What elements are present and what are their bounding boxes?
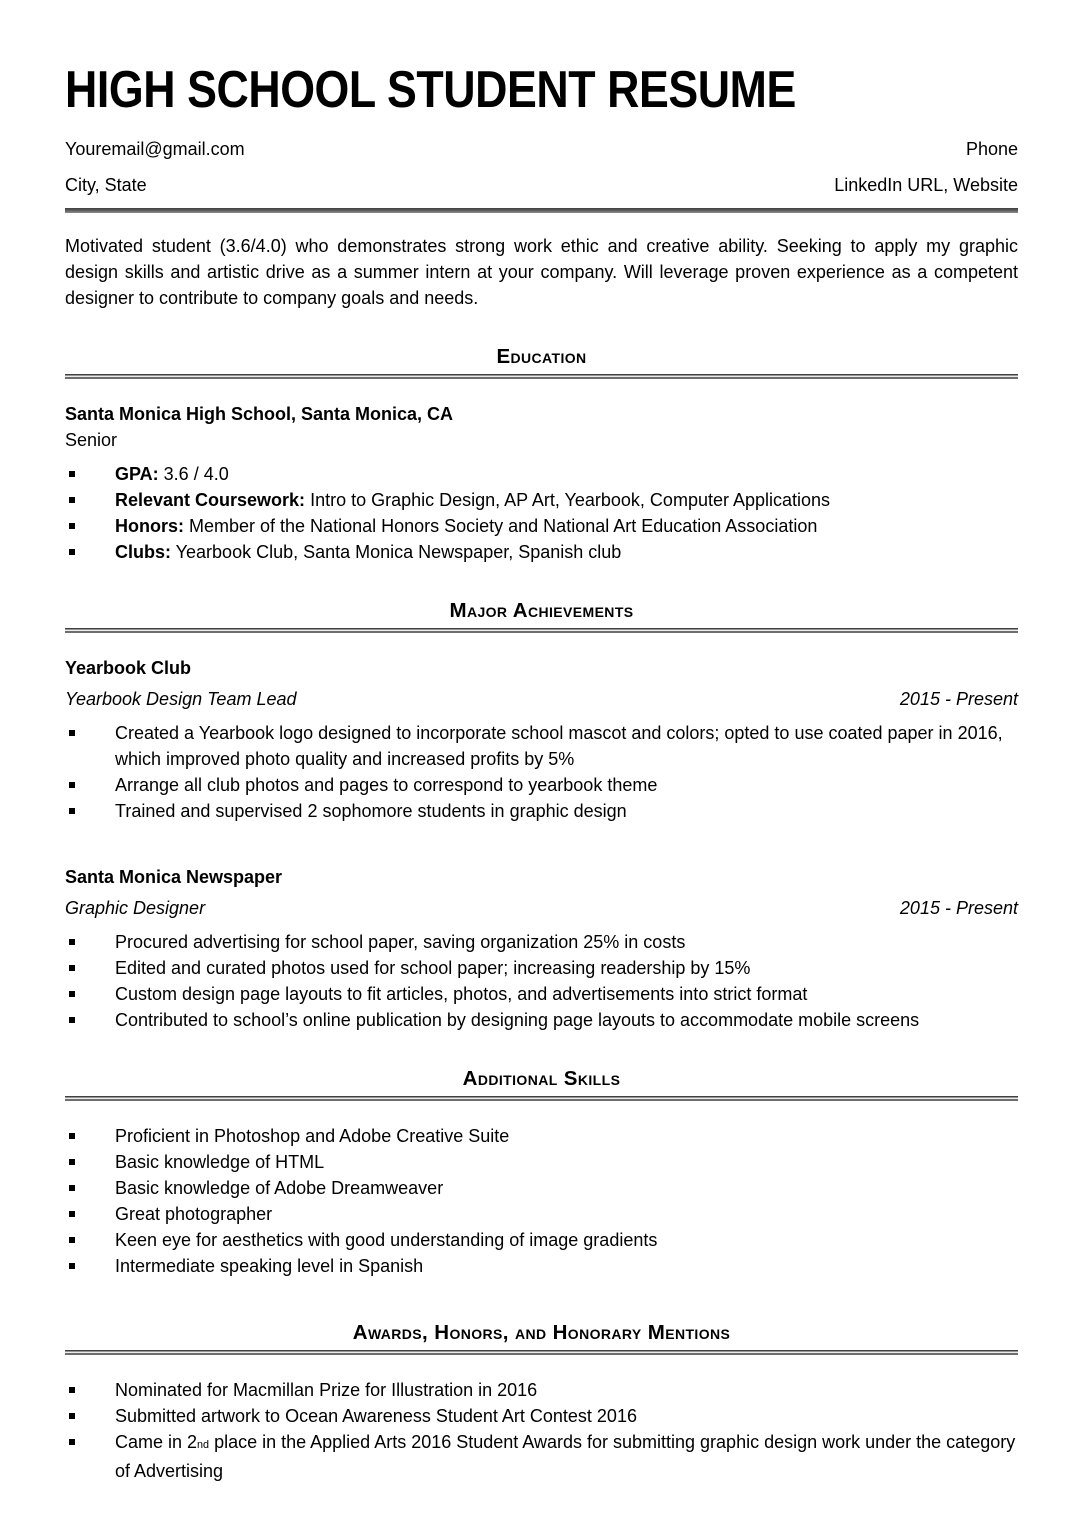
bullet-square-icon [69, 991, 75, 997]
bullet-square-icon [69, 1413, 75, 1419]
bullet-text: Yearbook Club, Santa Monica Newspaper, Spanish club [171, 542, 622, 562]
education-school-name: Santa Monica High School, Santa Monica, CA [65, 404, 454, 424]
bullet-text: Proficient in Photoshop and Adobe Creative Suite [115, 1126, 510, 1146]
contact-phone: Phone [965, 139, 1018, 159]
bullet-square-icon [69, 1387, 75, 1393]
bullet-text: Basic knowledge of HTML [115, 1152, 325, 1172]
section-heading-education: Education [496, 345, 587, 368]
bullet-square-icon [69, 965, 75, 971]
list-item [65, 1253, 1018, 1279]
bullet-text: Member of the National Honors Society and National Art Education Association [184, 516, 818, 536]
education-bullet-list [65, 461, 1018, 565]
list-item [65, 513, 1018, 539]
bullet-label: GPA: [115, 464, 159, 484]
list-item [65, 981, 1018, 1007]
bullet-text: Basic knowledge of Adobe Dreamweaver [115, 1178, 444, 1198]
bullet-text: Arrange all club photos and pages to correspond to yearbook theme [115, 775, 658, 795]
list-item [65, 1149, 1018, 1175]
bullet-text: Trained and supervised 2 sophomore students in graphic design [115, 801, 627, 821]
list-item [65, 1227, 1018, 1253]
bullet-square-icon [69, 1237, 75, 1243]
list-item [65, 539, 1018, 565]
bullet-text: Created a Yearbook logo designed to incorporate school mascot and colors; opted to use coated paper in 2016, which improved photo quality and increased profits by 5% [115, 723, 1003, 769]
bullet-text: Contributed to school’s online publication by designing page layouts to accommodate mobile screens [115, 1010, 920, 1030]
achievement-entry-newspaper [65, 864, 1018, 1033]
list-item [65, 798, 1018, 824]
bullet-square-icon [69, 1133, 75, 1139]
entry-organization: Yearbook Club [65, 658, 192, 678]
bullet-square-icon [69, 808, 75, 814]
bullet-label: Clubs: [115, 542, 171, 562]
bullet-square-icon [69, 1159, 75, 1165]
bullet-square-icon [69, 1211, 75, 1217]
entry-role-row [65, 895, 1018, 921]
bullet-square-icon [69, 1439, 75, 1445]
list-item [65, 1201, 1018, 1227]
bullet-label: Honors: [115, 516, 184, 536]
list-item [65, 772, 1018, 798]
awards-divider [65, 1350, 1018, 1355]
list-item [65, 1403, 1018, 1429]
bullet-text-prefix: Came in 2 [115, 1432, 198, 1452]
page-title: HIGH SCHOOL STUDENT RESUME [65, 61, 796, 119]
achievement-bullet-list [65, 929, 1018, 1033]
achievement-entry-yearbook-club [65, 655, 1018, 824]
list-item [65, 1175, 1018, 1201]
entry-role-row [65, 686, 1018, 712]
achievement-bullet-list [65, 720, 1018, 824]
bullet-text: Great photographer [115, 1204, 273, 1224]
list-item [65, 955, 1018, 981]
header-divider [65, 208, 1018, 213]
bullet-square-icon [69, 782, 75, 788]
entry-dates: 2015 - Present [899, 898, 1018, 918]
list-item [65, 1377, 1018, 1403]
bullet-square-icon [69, 471, 75, 477]
list-item [65, 720, 1018, 772]
bullet-square-icon [69, 1017, 75, 1023]
list-item [65, 1007, 1018, 1033]
bullet-text: 3.6 / 4.0 [158, 464, 229, 484]
ordinal-suffix: nd [197, 1439, 210, 1451]
bullet-square-icon [69, 939, 75, 945]
bullet-square-icon [69, 497, 75, 503]
entry-organization: Santa Monica Newspaper [65, 867, 283, 887]
education-divider [65, 374, 1018, 379]
bullet-text: Custom design page layouts to fit articles, photos, and advertisements into strict format [115, 984, 808, 1004]
list-item [65, 1123, 1018, 1149]
contact-row-1 [65, 136, 1018, 162]
list-item [65, 487, 1018, 513]
bullet-text: Submitted artwork to Ocean Awareness Student Art Contest 2016 [115, 1406, 637, 1426]
bullet-label: Relevant Coursework: [115, 490, 306, 510]
bullet-square-icon [69, 1263, 75, 1269]
objective-summary: Motivated student (3.6/4.0) who demonstrates strong work ethic and creative ability. Seeking to apply my graphic design skills and artistic drive as a summer intern at your company. Will leverage proven experience as a competent designer to contribute to company goals and needs. [65, 236, 1018, 308]
achievements-divider [65, 628, 1018, 633]
bullet-text: Keen eye for aesthetics with good understanding of image gradients [115, 1230, 658, 1250]
entry-role: Yearbook Design Team Lead [65, 689, 297, 709]
awards-bullet-list [65, 1377, 1018, 1484]
contact-city-state: City, State [65, 175, 147, 195]
bullet-text: Intermediate speaking level in Spanish [115, 1256, 424, 1276]
skills-divider [65, 1096, 1018, 1101]
bullet-text-rest: place in the Applied Arts 2016 Student Awards for submitting graphic design work under the category of Advertising [115, 1432, 1016, 1481]
bullet-square-icon [69, 549, 75, 555]
section-heading-skills: Additional Skills [462, 1067, 621, 1090]
bullet-text: Intro to Graphic Design, AP Art, Yearbook, Computer Applications [305, 490, 831, 510]
skills-bullet-list [65, 1123, 1018, 1279]
bullet-text: Nominated for Macmillan Prize for Illustration in 2016 [115, 1380, 538, 1400]
entry-dates: 2015 - Present [899, 689, 1018, 709]
bullet-square-icon [69, 730, 75, 736]
list-item [65, 461, 1018, 487]
section-heading-achievements: Major Achievements [449, 599, 634, 622]
list-item [65, 929, 1018, 955]
bullet-text: Edited and curated photos used for school paper; increasing readership by 15% [115, 958, 751, 978]
bullet-square-icon [69, 523, 75, 529]
bullet-square-icon [69, 1185, 75, 1191]
entry-role: Graphic Designer [65, 898, 206, 918]
contact-email: Youremail@gmail.com [65, 139, 245, 159]
list-item [65, 1429, 1018, 1484]
contact-linkedin-website: LinkedIn URL, Website [834, 175, 1018, 195]
section-heading-awards: Awards, Honors, and Honorary Mentions [352, 1321, 731, 1344]
bullet-text: Procured advertising for school paper, saving organization 25% in costs [115, 932, 686, 952]
contact-row-2 [65, 172, 1018, 198]
education-class-year: Senior [65, 430, 118, 450]
